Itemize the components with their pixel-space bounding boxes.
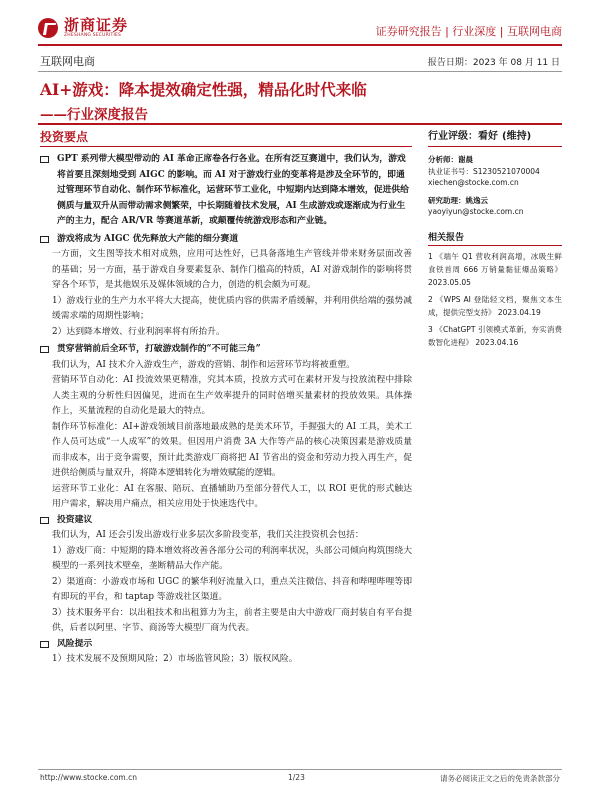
footer-rule <box>38 769 562 770</box>
checkbox-bullet-icon <box>40 236 49 243</box>
paragraph: 我们认为，AI 技术介入游戏生产，游戏的营销、制作和运营环节均将被重塑。 <box>52 359 355 370</box>
rating-label: 行业评级：看好 <box>428 131 498 142</box>
section-rule <box>40 146 412 147</box>
paragraph: 我们认为，AI 还会引发出游戏行业多层次多阶段变革，我们关注投资机会包括： <box>52 530 364 540</box>
related-reports-title: 相关报告 <box>428 230 562 246</box>
bullet-summary <box>40 152 412 230</box>
analyst-email[interactable]: xiechen@stocke.com.cn <box>428 178 519 187</box>
assistant-name: 研究助理：姚逸云 <box>428 195 488 205</box>
paragraph: 运营环节工业化：AI 在客服、陪玩、直播辅助乃至部分替代人工，以 ROI 更优的形式触达用户需求，解决用户痛点，相关应用处于快速迭代中。 <box>52 483 412 509</box>
assistant-email[interactable]: yaoyiyun@stocke.com.cn <box>428 207 524 216</box>
bullet-text: 风险提示 <box>57 638 93 649</box>
paragraph: 制作环节标准化：AI+游戏领域目前落地最成熟的是美术环节，手握强大的 AI 工具，美术工作人员可达成“一人成军”的效果。但因用户消费 3A 大作等产品的核心决策因素是游戏质量而非成本，出于竞争需要，预计此类游戏厂商将把 AI 节省出的资金和劳动力投入再生产，促进供给侧质与量双升，将降本逻辑转化为增效赋能的逻辑。 <box>52 421 412 478</box>
sidebar <box>428 128 562 349</box>
paragraph: 1）游戏行业的生产力水平将大大提高，使优质内容的供需矛盾缓解，并利用供给端的强势减缓需求端的周期性影响； <box>52 295 412 321</box>
title-rule <box>38 123 562 125</box>
report-date: 报告日期：2023 年 08 月 11 日 <box>427 58 560 68</box>
bullet-heading <box>40 342 412 358</box>
paragraph: 2）达到降本增效、行业利润率将有所抬升。 <box>52 326 225 337</box>
brand-logo <box>38 17 128 39</box>
related-report-item[interactable]: 2 《WPS AI 登陆轻文档，聚焦文本生成，提供完型支持》 2023.04.19 <box>428 294 562 317</box>
analyst-name: 分析师：谢晨 <box>428 155 473 164</box>
related-report-item[interactable]: 1 《端午 Q1 营收利润高增，冰吸生鲜食铁首周 666 万销量黏征爆品策略》 2023.05.05 <box>428 251 562 287</box>
bullet-heading <box>40 232 412 248</box>
section-title: 投资要点 <box>40 130 89 144</box>
bullet-heading <box>40 513 412 529</box>
paragraph: 2）渠道商：小游戏市场和 UGC 的繁华利好流量入口，重点关注微信、抖音和哔哩哔哩等即有即玩的平台，和 taptap 等游戏社区渠道。 <box>52 576 412 602</box>
logo-mark-icon <box>38 18 58 38</box>
page-number: 1/23 <box>288 773 305 782</box>
date-rule <box>38 71 562 72</box>
bullet-heading <box>40 637 412 653</box>
logo-text-cn: 浙商证券 <box>64 16 129 34</box>
paragraph: 营销环节自动化：AI 投流效果更精准，究其本质，投放方式可在素材开发与投放流程中排除人类主观的分析性归因偏见，进而在生产效率提升的同时倍增买量素材的投放效果。具体操作上，买量流程的自动化是最大的特点。 <box>52 375 412 416</box>
main-column <box>40 128 412 668</box>
industry-rating <box>428 128 562 147</box>
rating-value: (维持) <box>502 131 532 142</box>
report-subtitle: ——行业深度报告 <box>40 107 148 123</box>
footer-url[interactable]: http://www.stocke.com.cn <box>40 773 137 782</box>
bullet-text: GPT 系列带大模型带动的 AI 革命正席卷各行各业。在所有泛互赛道中，我们认为，游戏将首要且深刻地受到 AIGC 的影响。而 AI 对于游戏行业的变革将是涉及全环节的，即通过管理环节自动化、制作环节标准化，运营环节工业化，中短期内达到降本增效，促进供给侧质与量双升从而带动需求侧繁荣，中长期随着技术发展，AI 生成游戏或逐渐成为行业生产的主力，配合 AR/VR 等赛道革新，或颠覆传统游戏形态和产业链。 <box>57 154 409 226</box>
bullet-text: 游戏将成为 AIGC 优先释放大产能的细分赛道 <box>57 233 239 244</box>
checkbox-bullet-icon <box>40 156 49 163</box>
paragraph: 一方面，文生图等技术相对成熟，应用可达性好，已具备落地生产管线并带来财务层面改善的基础；另一方面，基于游戏自身要素复杂、制作门槛高的特质，AI 对游戏制作的影响将贯穿各个环节，是其他娱乐及媒体领域的合力，创造的机会颇为可观。 <box>52 249 412 290</box>
analyst-info <box>428 154 562 218</box>
paragraph: 1）技术发展不及预期风险；2）市场监管风险；3）版权风险。 <box>52 654 298 664</box>
checkbox-bullet-icon <box>40 517 49 524</box>
bullet-text: 投资建议 <box>57 514 93 525</box>
checkbox-bullet-icon <box>40 641 49 648</box>
analyst-cert: 执业证书号：S1230521070004 <box>428 166 540 176</box>
industry-label: 互联网电商 <box>40 55 95 68</box>
report-type-nav: 证券研究报告 | 行业深度 | 互联网电商 <box>375 25 562 38</box>
footer-disclaimer: 请务必阅读正文之后的免责条款部分 <box>440 774 560 783</box>
header-rule <box>38 44 562 46</box>
paragraph: 1）游戏厂商：中短期的降本增效将改善各部分公司的利润率状况，头部公司倾向构筑围绕大模型的一系列技术壁垒，垄断精品大作产能。 <box>52 545 412 571</box>
related-report-item[interactable]: 3 《ChatGPT 引领模式革新，夯实消费数智化进程》 2023.04.16 <box>428 324 562 347</box>
bullet-text: 贯穿营销前后全环节，打破游戏制作的“不可能三角” <box>57 344 261 354</box>
checkbox-bullet-icon <box>40 346 49 353</box>
paragraph: 3）技术服务平台：以出租技术和出租算力为主，前者主要是由大中游戏厂商封装自有平台提供，后者以阿里、字节、商汤等大模型厂商为代表。 <box>52 607 412 633</box>
logo-text-en: ZHESHANG SECURITIES <box>64 33 122 38</box>
report-title: AI+游戏：降本提效确定性强，精品化时代来临 <box>40 80 367 99</box>
